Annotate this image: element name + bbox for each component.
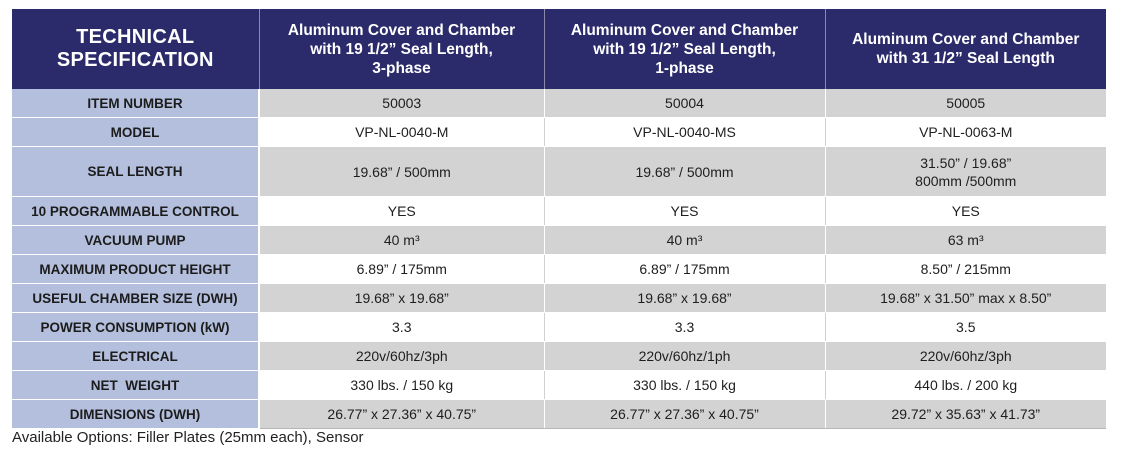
row-value (544, 371, 825, 400)
row-value (825, 400, 1106, 429)
value-line: 26.77” x 27.36” x 40.75” (610, 406, 759, 422)
value-line: 40 m³ (666, 232, 703, 248)
spec-table (12, 9, 1106, 429)
value-line: 440 lbs. / 200 kg (914, 377, 1018, 393)
spec-row-vacuum-pump (12, 226, 1106, 255)
row-label: VACUUM PUMP (12, 226, 259, 255)
value-line: 6.89” / 175mm (356, 261, 447, 277)
value-line: 19.68” x 19.68” (637, 290, 732, 306)
spec-row-net-weight (12, 371, 1106, 400)
row-value (259, 284, 544, 313)
header-column-line: with 19 1/2” Seal Length, (593, 40, 776, 58)
row-label: POWER CONSUMPTION (kW) (12, 313, 259, 342)
row-value (544, 284, 825, 313)
header-column-1 (259, 9, 544, 89)
spec-row-item-number (12, 89, 1106, 118)
header-column-2 (544, 9, 825, 89)
spec-row-power-consumption (12, 313, 1106, 342)
header-column-line: Aluminum Cover and Chamber (852, 31, 1080, 48)
row-value (259, 313, 544, 342)
value-line: 50004 (665, 95, 704, 111)
row-value (825, 89, 1106, 118)
header-row (12, 9, 1106, 89)
spec-row-seal-length (12, 147, 1106, 197)
value-line: 29.72” x 35.63” x 41.73” (891, 406, 1041, 422)
header-column-line: 3-phase (372, 59, 431, 77)
value-line: YES (670, 203, 699, 219)
row-value (544, 400, 825, 429)
row-label: ELECTRICAL (12, 342, 259, 371)
row-value (259, 226, 544, 255)
row-value (259, 89, 544, 118)
value-line: 220v/60hz/3ph (919, 348, 1012, 364)
value-line: 26.77” x 27.36” x 40.75” (327, 406, 477, 422)
value-line: 19.68” x 19.68” (354, 290, 449, 306)
header-column-line: Aluminum Cover and Chamber (570, 21, 799, 39)
spec-row-programmable-control (12, 197, 1106, 226)
spec-row-model (12, 118, 1106, 147)
row-value (259, 197, 544, 226)
row-value (259, 147, 544, 197)
header-corner-line: SPECIFICATION (56, 49, 214, 71)
row-value (825, 147, 1106, 197)
value-line: 19.68” x 31.50” max x 8.50” (880, 290, 1052, 306)
row-value (544, 147, 825, 197)
value-line: 800mm /500mm (915, 172, 1017, 189)
row-value (825, 197, 1106, 226)
spec-row-dimensions (12, 400, 1106, 429)
row-value (544, 118, 825, 147)
value-line: 19.68” / 500mm (352, 163, 451, 180)
spec-row-max-product-height (12, 255, 1106, 284)
row-value (259, 371, 544, 400)
value-line: 330 lbs. / 150 kg (350, 377, 454, 393)
row-value (259, 342, 544, 371)
value-line: 330 lbs. / 150 kg (633, 377, 736, 393)
row-label: USEFUL CHAMBER SIZE (DWH) (12, 284, 259, 313)
value-line: YES (387, 203, 416, 219)
row-value (825, 255, 1106, 284)
row-value (544, 226, 825, 255)
header-column-line: 1-phase (655, 59, 714, 77)
header-column-line: with 19 1/2” Seal Length, (310, 40, 493, 58)
spec-row-electrical (12, 342, 1106, 371)
value-line: 31.50” / 19.68” (920, 154, 1012, 171)
row-label: MODEL (12, 118, 259, 147)
row-label: 10 PROGRAMMABLE CONTROL (12, 197, 259, 226)
spec-row-chamber-size (12, 284, 1106, 313)
header-corner (12, 9, 259, 89)
row-label: MAXIMUM PRODUCT HEIGHT (12, 255, 259, 284)
value-line: VP-NL-0063-M (919, 124, 1013, 140)
row-value (544, 255, 825, 284)
row-value (825, 226, 1106, 255)
row-label: ITEM NUMBER (12, 89, 259, 118)
row-value (825, 118, 1106, 147)
header-column-line: Aluminum Cover and Chamber (287, 21, 516, 39)
row-value (825, 313, 1106, 342)
value-line: 3.3 (674, 319, 695, 335)
value-line: 40 m³ (383, 232, 420, 248)
value-line: VP-NL-0040-M (355, 124, 449, 140)
header-column-line: with 31 1/2” Seal Length (876, 50, 1055, 67)
value-line: 3.5 (956, 319, 976, 335)
value-line: 19.68” / 500mm (635, 163, 734, 180)
row-value (825, 284, 1106, 313)
row-value (259, 118, 544, 147)
value-line: VP-NL-0040-MS (633, 124, 736, 140)
value-line: 3.3 (392, 319, 412, 335)
row-label: DIMENSIONS (DWH) (12, 400, 259, 429)
value-line: 220v/60hz/3ph (355, 348, 448, 364)
value-line: YES (951, 203, 980, 219)
value-line: 8.50” / 215mm (920, 261, 1011, 277)
header-corner-line: TECHNICAL (76, 26, 195, 48)
row-label: SEAL LENGTH (12, 147, 259, 197)
value-line: 220v/60hz/1ph (638, 348, 731, 364)
row-label: NET WEIGHT (12, 371, 259, 400)
row-value (544, 197, 825, 226)
row-value (544, 342, 825, 371)
row-value (825, 371, 1106, 400)
value-line: 63 m³ (947, 232, 984, 248)
header-column-3 (825, 9, 1106, 89)
row-value (825, 342, 1106, 371)
row-value (259, 255, 544, 284)
row-value (259, 400, 544, 429)
row-value (544, 89, 825, 118)
value-line: 50003 (382, 95, 422, 111)
row-value (544, 313, 825, 342)
available-options-note: Available Options: Filler Plates (25mm each), Sensor (12, 429, 364, 446)
value-line: 6.89” / 175mm (639, 261, 730, 277)
value-line: 50005 (946, 95, 986, 111)
